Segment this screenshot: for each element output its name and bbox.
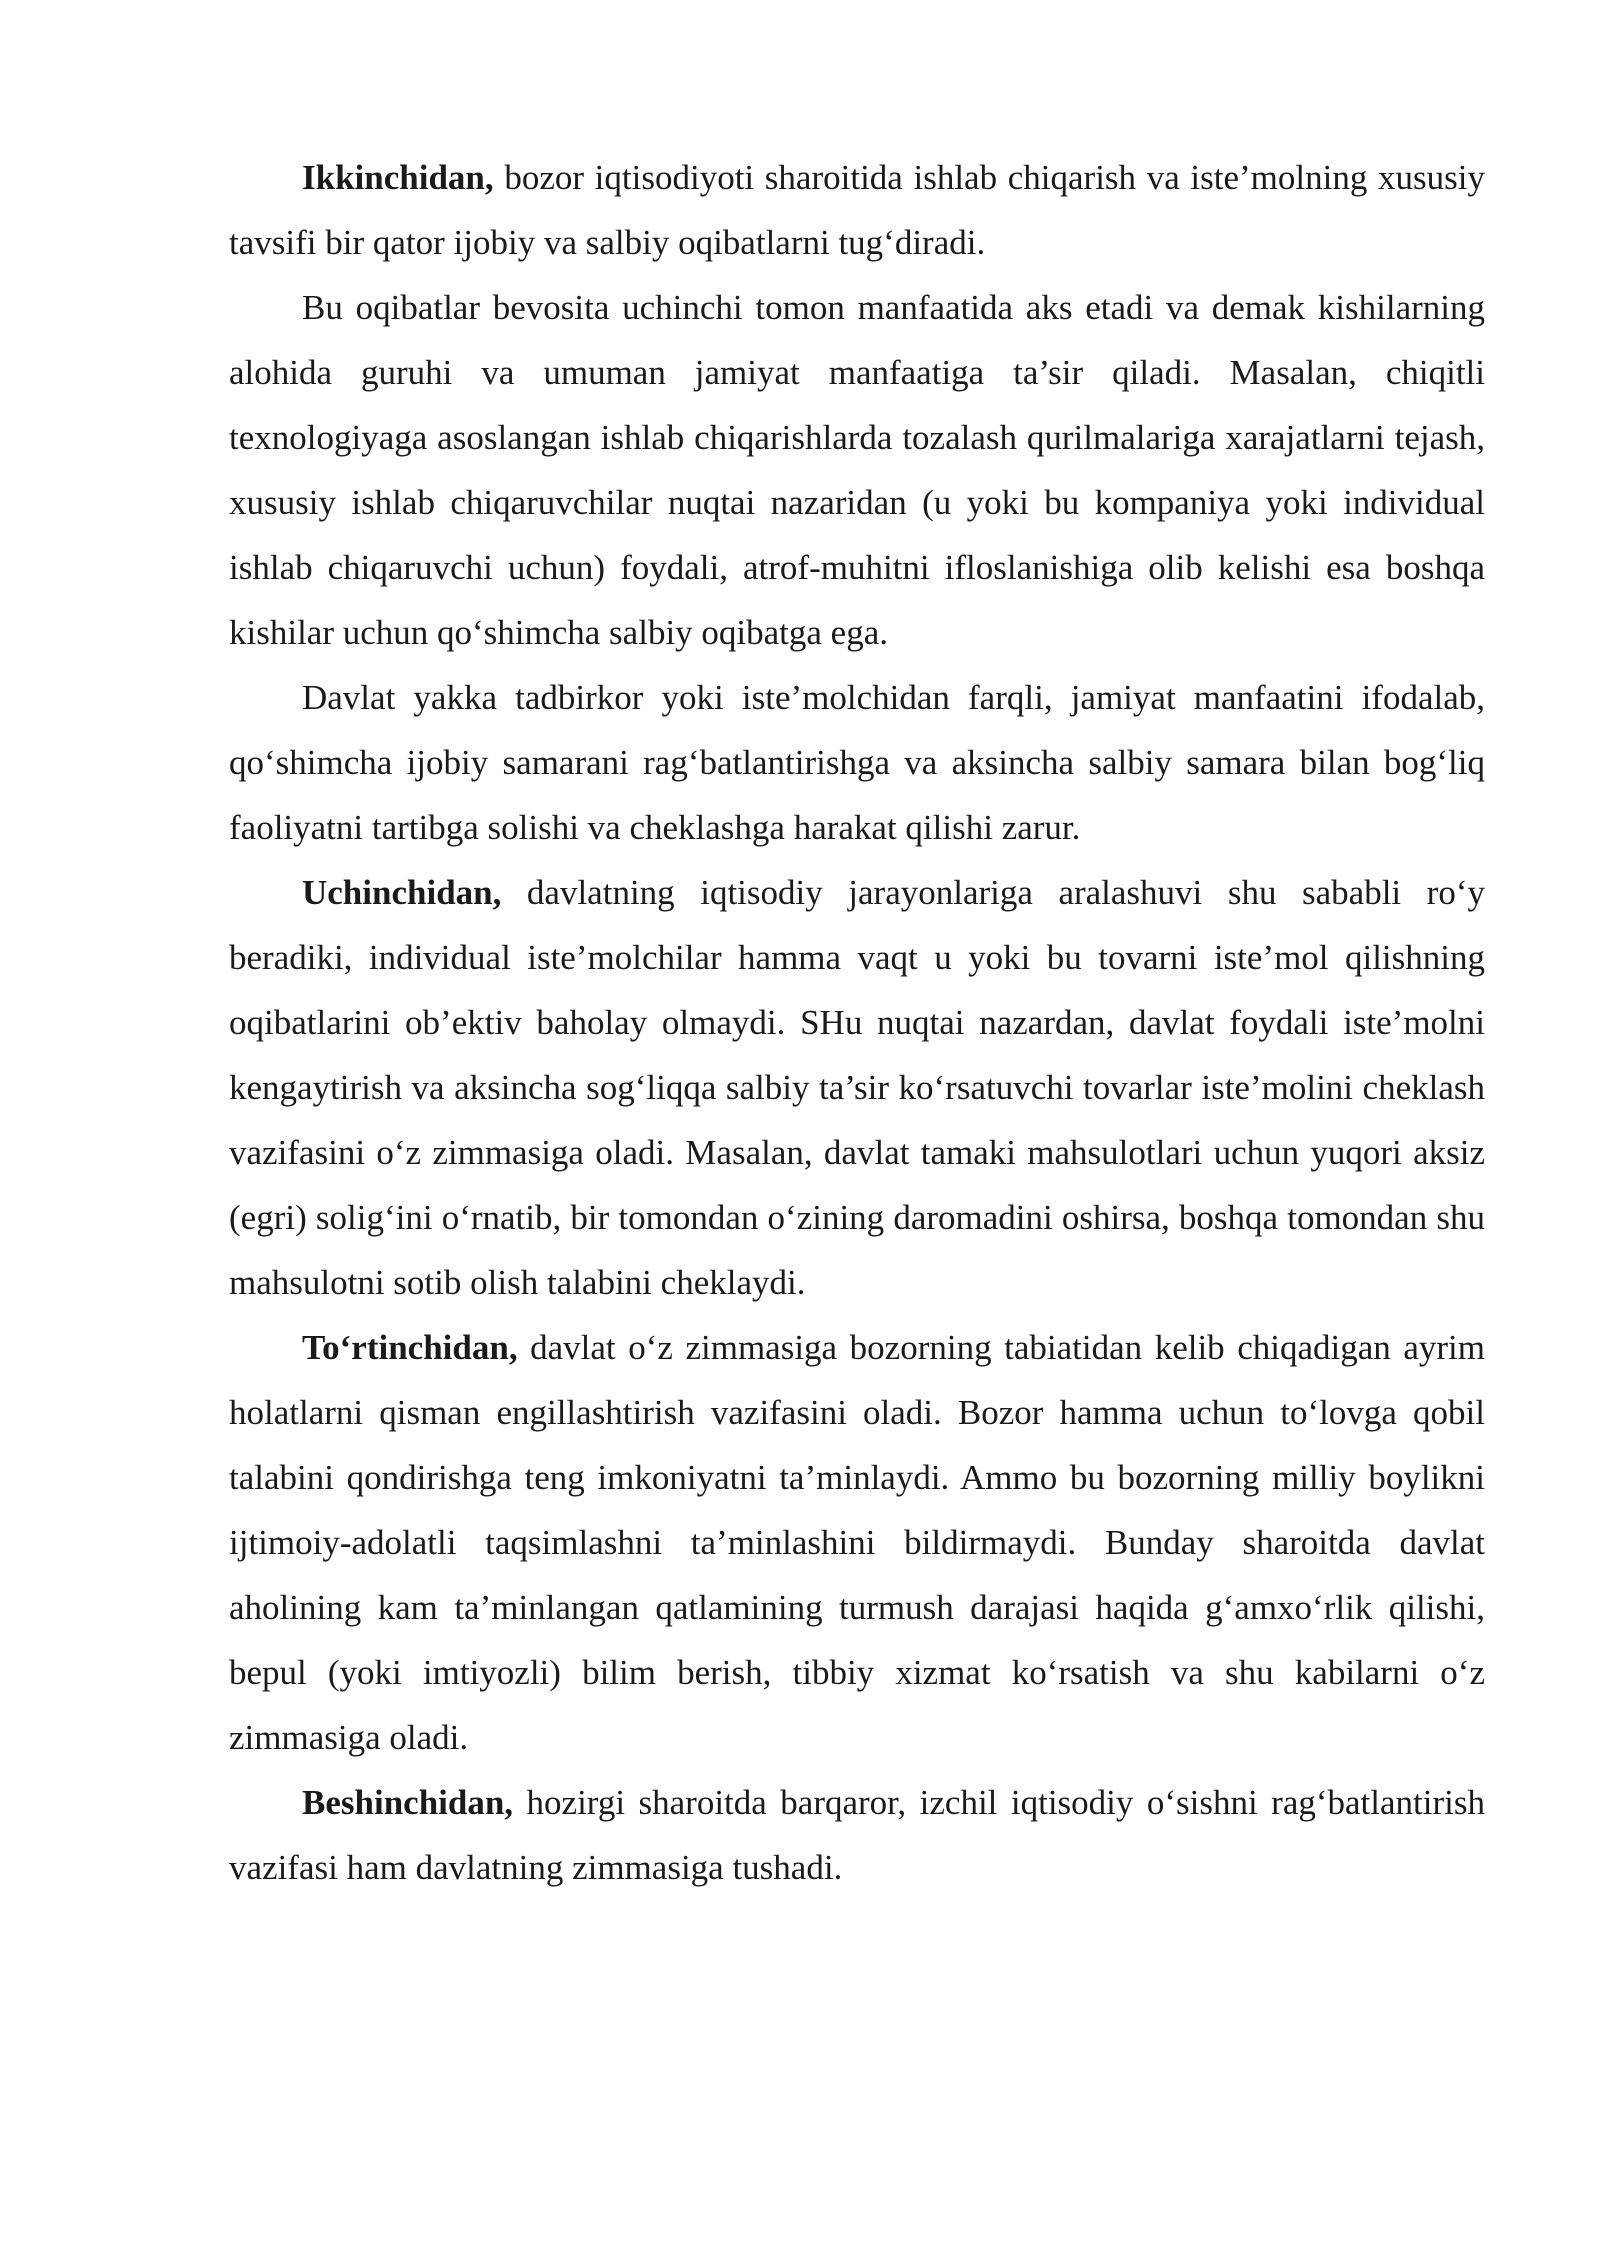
paragraph-tortinchidan: [229, 1315, 1485, 1770]
paragraph-text: hozirgi sharoitda barqaror, izchil iqtisodiy o‘sishni rag‘batlantirish vazifasi ham davlatning zimmasiga tushadi.: [229, 1783, 1485, 1887]
paragraph-uchinchidan: [229, 860, 1485, 1315]
paragraph-text: Bu oqibatlar bevosita uchinchi tomon manfaatida aks etadi va demak kishilarning alohida guruhi va umuman jamiyat manfaatiga ta’sir qiladi. Masalan, chiqitli texnologiyaga asoslangan ishlab chiqarishlarda tozalash qurilmalariga xarajatlarni tejash, xususiy ishlab chiqaruvchilar nuqtai nazaridan (u yoki bu kompaniya yoki individual ishlab chiqaruvchi uchun) foydali, atrof-muhitni ifloslanishiga olib kelishi esa boshqa kishilar uchun qo‘shimcha salbiy oqibatga ega.: [229, 288, 1485, 652]
paragraph-text: Davlat yakka tadbirkor yoki iste’molchidan farqli, jamiyat manfaatini ifodalab, qo‘shimcha ijobiy samarani rag‘batlantirishga va aksincha salbiy samara bilan bog‘liq faoliyatni tartibga solishi va cheklashga harakat qilishi zarur.: [229, 678, 1485, 847]
paragraph-beshinchidan: [229, 1770, 1485, 1900]
paragraph-lead: To‘rtinchidan,: [302, 1328, 518, 1367]
document-body: [229, 145, 1485, 1900]
paragraph-lead: Ikkinchidan,: [302, 158, 494, 197]
paragraph-text: davlatning iqtisodiy jarayonlariga aralashuvi shu sababli ro‘y beradiki, individual iste’molchilar hamma vaqt u yoki bu tovarni iste’mol qilishning oqibatlarini ob’ektiv baholay olmaydi. SHu nuqtai nazardan, davlat foydali iste’molni kengaytirish va aksincha sog‘liqqa salbiy ta’sir ko‘rsatuvchi tovarlar iste’molini cheklash vazifasini o‘z zimmasiga oladi. Masalan, davlat tamaki mahsulotlari uchun yuqori aksiz (egri) solig‘ini o‘rnatib, bir tomondan o‘zining daromadini oshirsa, boshqa tomondan shu mahsulotni sotib olish talabini cheklaydi.: [229, 873, 1485, 1302]
paragraph-ikkinchidan: [229, 145, 1485, 275]
paragraph-lead: Beshinchidan,: [302, 1783, 514, 1822]
paragraph-lead: Uchinchidan,: [302, 873, 502, 912]
paragraph-oqibatlar: [229, 275, 1485, 665]
paragraph-text: bozor iqtisodiyoti sharoitida ishlab chiqarish va iste’molning xususiy tavsifi bir qator ijobiy va salbiy oqibatlarni tug‘diradi.: [229, 158, 1485, 262]
paragraph-text: davlat o‘z zimmasiga bozorning tabiatidan kelib chiqadigan ayrim holatlarni qisman engillashtirish vazifasini oladi. Bozor hamma uchun to‘lovga qobil talabini qondirishga teng imkoniyatni ta’minlaydi. Ammo bu bozorning milliy boylikni ijtimoiy-adolatli taqsimlashni ta’minlashini bildirmaydi. Bunday sharoitda davlat aholining kam ta’minlangan qatlamining turmush darajasi haqida g‘amxo‘rlik qilishi, bepul (yoki imtiyozli) bilim berish, tibbiy xizmat ko‘rsatish va shu kabilarni o‘z zimmasiga oladi.: [229, 1328, 1485, 1757]
paragraph-davlat: [229, 665, 1485, 860]
